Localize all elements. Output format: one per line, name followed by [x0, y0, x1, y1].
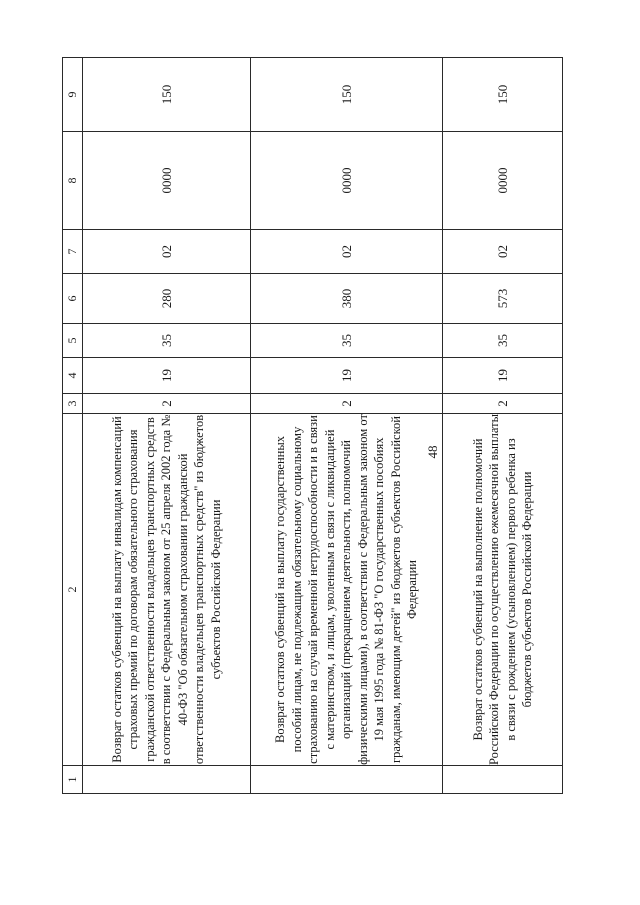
header-cell: 5 [63, 324, 83, 358]
kind-code-cell: 150 [83, 58, 251, 132]
table-row [83, 58, 251, 794]
kind-code-cell: 150 [443, 58, 563, 132]
group-code-cell: 19 [251, 358, 443, 394]
program-code-cell: 0000 [443, 132, 563, 230]
header-cell: 3 [63, 394, 83, 414]
program-code-cell: 0000 [251, 132, 443, 230]
header-cell: 7 [63, 230, 83, 274]
header-cell: 9 [63, 58, 83, 132]
article-code-cell: 280 [83, 274, 251, 324]
element-code-cell: 02 [83, 230, 251, 274]
kind-code-cell: 150 [251, 58, 443, 132]
article-code-cell: 380 [251, 274, 443, 324]
page-number: 48 [425, 445, 440, 459]
row-number-cell [443, 766, 563, 794]
budget-classification-table [62, 57, 563, 794]
description-cell: Возврат остатков субвенций на выплату инвалидам компенсаций страховых премий по договорам обязательного страхования гражданской ответственности владельцев транспортных средств в соответствии с Федеральным законом от 25 апреля 2002 года № 40-ФЗ "Об обязательном страховании гражданской ответственности владельцев транспортных средств" из бюджетов субъектов Российской Федерации [83, 414, 251, 766]
description-cell: Возврат остатков субвенций на выполнение полномочий Российской Федерации по осуществлению ежемесячной выплаты в связи с рождением (усыновлением) первого ребенка из бюджетов субъектов Российской Федерации [443, 414, 563, 766]
admin-code-cell: 2 [251, 394, 443, 414]
table-header-row [63, 58, 83, 794]
header-cell: 4 [63, 358, 83, 394]
header-cell: 6 [63, 274, 83, 324]
admin-code-cell: 2 [443, 394, 563, 414]
row-number-cell [83, 766, 251, 794]
admin-code-cell: 2 [83, 394, 251, 414]
group-code-cell: 19 [443, 358, 563, 394]
subgroup-code-cell: 35 [83, 324, 251, 358]
row-number-cell [251, 766, 443, 794]
classification-table-sheet [62, 58, 562, 794]
element-code-cell: 02 [443, 230, 563, 274]
subgroup-code-cell: 35 [443, 324, 563, 358]
element-code-cell: 02 [251, 230, 443, 274]
header-cell: 8 [63, 132, 83, 230]
table-row [443, 58, 563, 794]
header-cell: 1 [63, 766, 83, 794]
header-cell: 2 [63, 414, 83, 766]
article-code-cell: 573 [443, 274, 563, 324]
description-cell: Возврат остатков субвенций на выплату государственных пособий лицам, не подлежащим обязательному социальному страхованию на случай временной нетрудоспособности и в связи с материнством, и лицам, уволенным в связи с ликвидацией организаций (прекращением деятельности, полномочий физическими лицами), в соответствии с Федеральным законом от 19 мая 1995 года № 81-ФЗ "О государственных пособиях гражданам, имеющим детей" из бюджетов субъектов Российской Федерации [251, 414, 443, 766]
group-code-cell: 19 [83, 358, 251, 394]
table-row [251, 58, 443, 794]
program-code-cell: 0000 [83, 132, 251, 230]
subgroup-code-cell: 35 [251, 324, 443, 358]
